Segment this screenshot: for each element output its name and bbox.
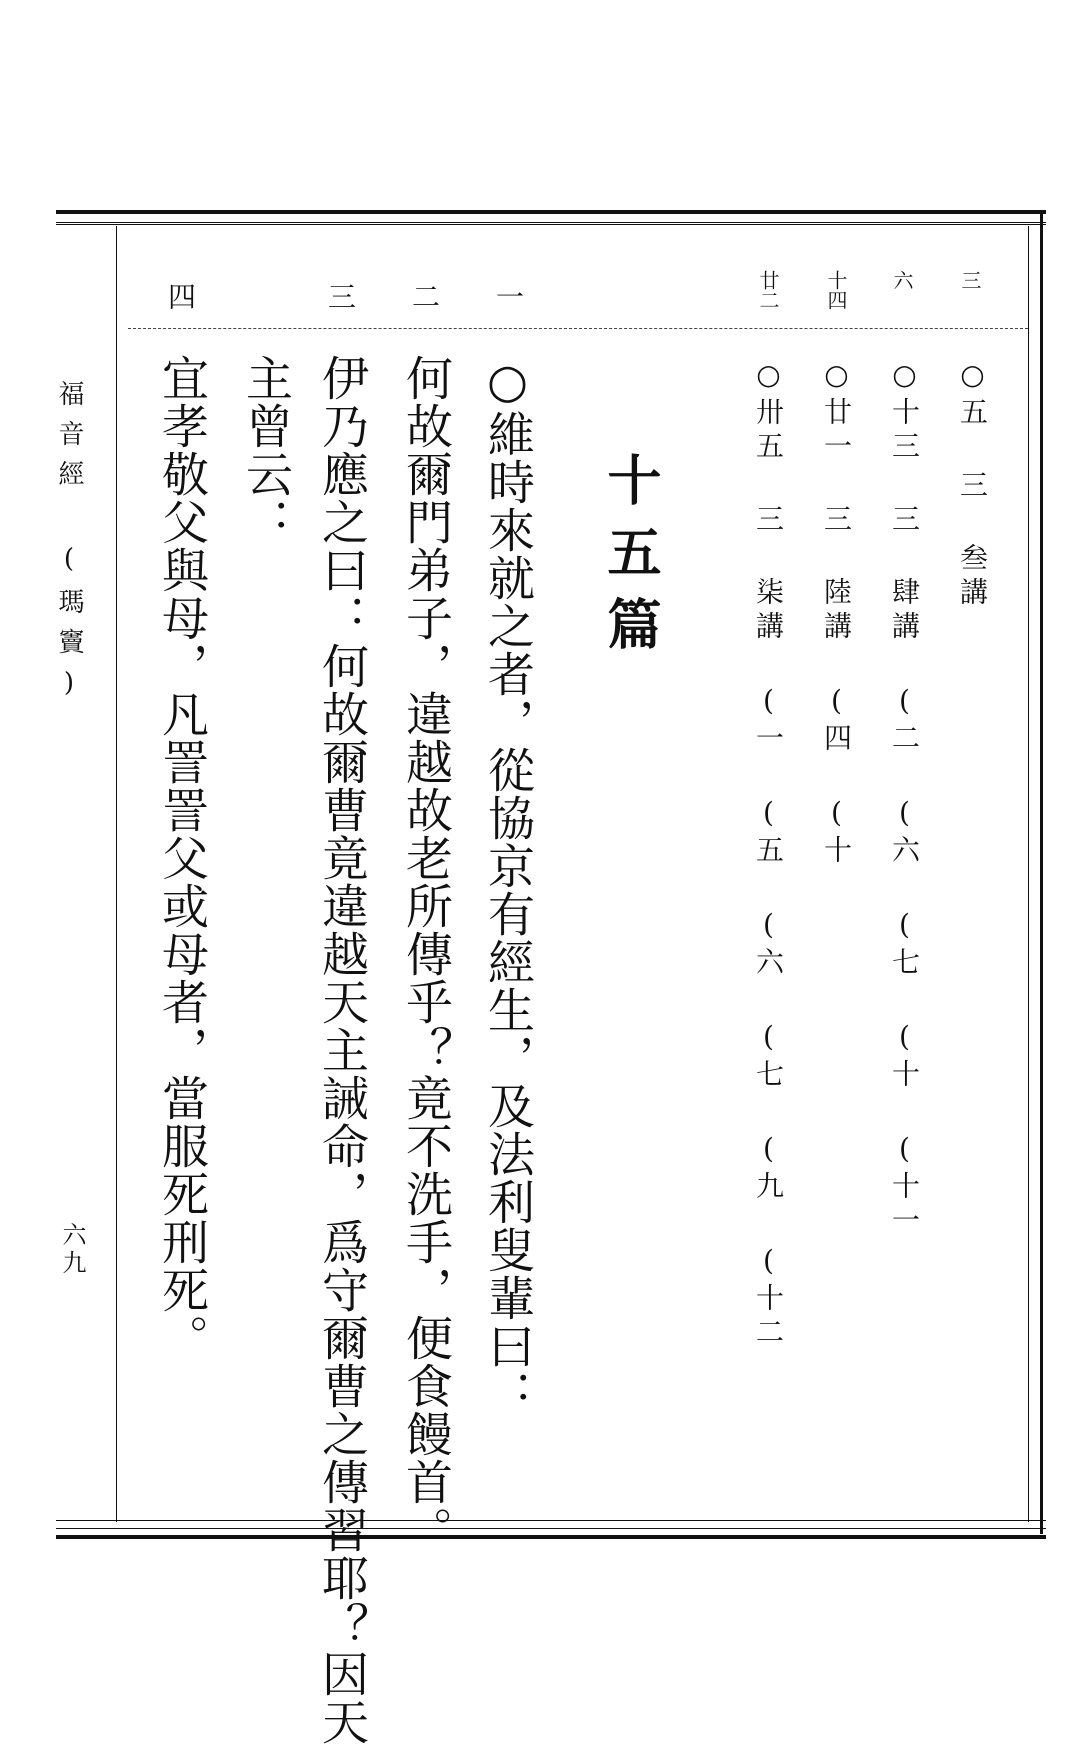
verse-line: 何故爾門弟子，違越故老所傳乎？竟不洗手，便食饅首。 [398, 354, 453, 1554]
verse-line: 主曾云： [238, 354, 293, 546]
xref-entry: ○廿一 三 陸講 (四 (十 [820, 358, 853, 869]
top-border [56, 210, 1046, 223]
verse-line: ○維時來就之者，從協京有經生，及法利叟輩曰： [480, 354, 535, 1418]
verse-number: 二 [408, 282, 441, 310]
verse-line: 宜孝敬父與母，凡詈詈父或母者，當服死刑死。 [154, 354, 209, 1362]
left-border [116, 226, 117, 1522]
right-border-inner [1028, 226, 1029, 1522]
xref-verse-number: 六 [890, 270, 914, 290]
chapter-heading: 十五篇 [599, 452, 663, 668]
xref-verse-number: 三 [958, 270, 982, 290]
xref-entry: ○卅五 三 柒講 (一 (五 (六 (七 (九 (十二 [752, 358, 785, 1351]
xref-entry: ○十三 三 肆講 (二 (六 (七 (十 (十一 [888, 358, 921, 1239]
xref-entry: ○五 三 叁講 [956, 358, 989, 611]
top-border-inner [56, 224, 1046, 225]
bottom-border-inner [56, 1520, 1046, 1521]
verse-line: 伊乃應之曰：何故爾曹竟違越天主誡命，爲守爾曹之傳習耶？因天 [314, 354, 369, 1746]
xref-verse-number: 廿二 [756, 270, 780, 310]
verse-number: 一 [492, 282, 525, 310]
bottom-border [56, 1528, 1046, 1539]
xref-verse-number: 十四 [824, 270, 848, 310]
right-border [1040, 210, 1043, 1534]
running-title: 福音經 (瑪竇) [54, 380, 84, 712]
header-divider [128, 328, 1028, 329]
verse-number: 四 [164, 282, 197, 310]
page-number: 六九 [58, 1222, 86, 1278]
verse-number: 三 [324, 282, 357, 310]
